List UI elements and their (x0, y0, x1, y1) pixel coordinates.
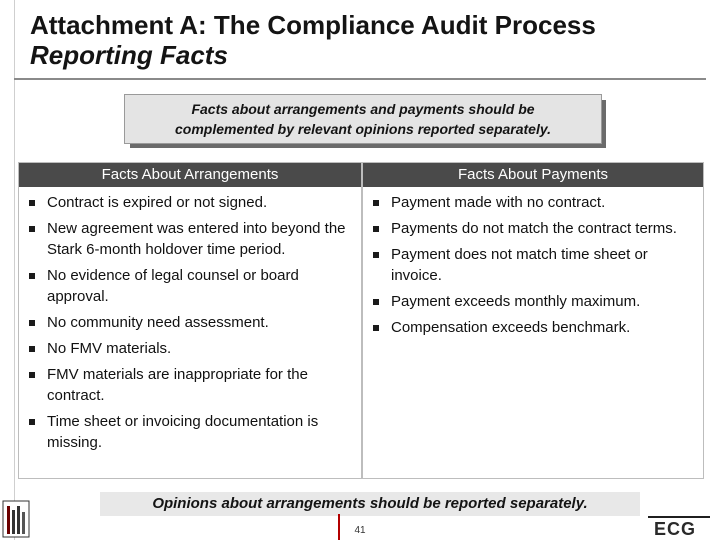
list-item-text: Contract is expired or not signed. (47, 194, 268, 211)
list-item-text: Payment exceeds monthly maximum. (391, 293, 641, 310)
logo-text: ECG (654, 519, 697, 539)
slide-title (30, 10, 596, 70)
title-line-2: Reporting Facts (30, 40, 228, 70)
list-item-text: Payments do not match the contract terms. (391, 220, 677, 237)
bullet-icon (29, 226, 35, 232)
bullet-icon (373, 325, 379, 331)
page-number: 41 (354, 525, 366, 536)
callout-text: Facts about arrangements and payments should be complemented by relevant opinions reported separately. (174, 101, 552, 137)
ecg-logo (648, 516, 710, 538)
bullet-icon (373, 200, 379, 206)
list-item (363, 218, 703, 239)
bullet-icon (29, 419, 35, 425)
arrangements-header: Facts About Arrangements (19, 163, 361, 187)
logo-rule (648, 516, 710, 518)
list-item-text: New agreement was entered into beyond the Stark 6-month holdover time period. (47, 220, 346, 258)
bullet-icon (373, 252, 379, 258)
list-item (19, 312, 361, 333)
arrangements-panel (18, 162, 362, 479)
list-item-text: No FMV materials. (47, 340, 172, 357)
list-item (363, 244, 703, 286)
list-item-text: Payment does not match time sheet or invoice. (391, 246, 648, 284)
building-logo-icon (2, 500, 30, 538)
left-margin-stripe (0, 0, 15, 540)
bullet-icon (373, 226, 379, 232)
bullet-icon (29, 273, 35, 279)
list-item-text: No community need assessment. (47, 314, 269, 331)
list-item-text: Time sheet or invoicing documentation is missing. (47, 413, 319, 451)
payments-header: Facts About Payments (363, 163, 703, 187)
list-item (19, 265, 361, 307)
payments-panel (362, 162, 704, 479)
callout-box (124, 94, 602, 144)
title-line-1: Attachment A: The Compliance Audit Process (30, 10, 596, 40)
list-item-text: FMV materials are inappropriate for the contract. (47, 366, 308, 404)
list-item (19, 192, 361, 213)
list-item-text: No evidence of legal counsel or board approval. (47, 267, 299, 305)
list-item (19, 364, 361, 406)
list-item (363, 317, 703, 338)
list-item (19, 411, 361, 453)
payments-list (363, 187, 703, 338)
arrangements-list (19, 187, 361, 453)
list-item-text: Payment made with no contract. (391, 194, 606, 211)
list-item (363, 291, 703, 312)
bullet-icon (29, 346, 35, 352)
page-number-divider (338, 514, 340, 540)
list-item-text: Compensation exceeds benchmark. (391, 319, 631, 336)
list-item (363, 192, 703, 213)
bullet-icon (29, 320, 35, 326)
list-item (19, 338, 361, 359)
bullet-icon (373, 299, 379, 305)
bullet-icon (29, 372, 35, 378)
title-divider (14, 78, 706, 80)
list-item (19, 218, 361, 260)
footer-note: Opinions about arrangements should be reported separately. (100, 492, 640, 516)
bullet-icon (29, 200, 35, 206)
